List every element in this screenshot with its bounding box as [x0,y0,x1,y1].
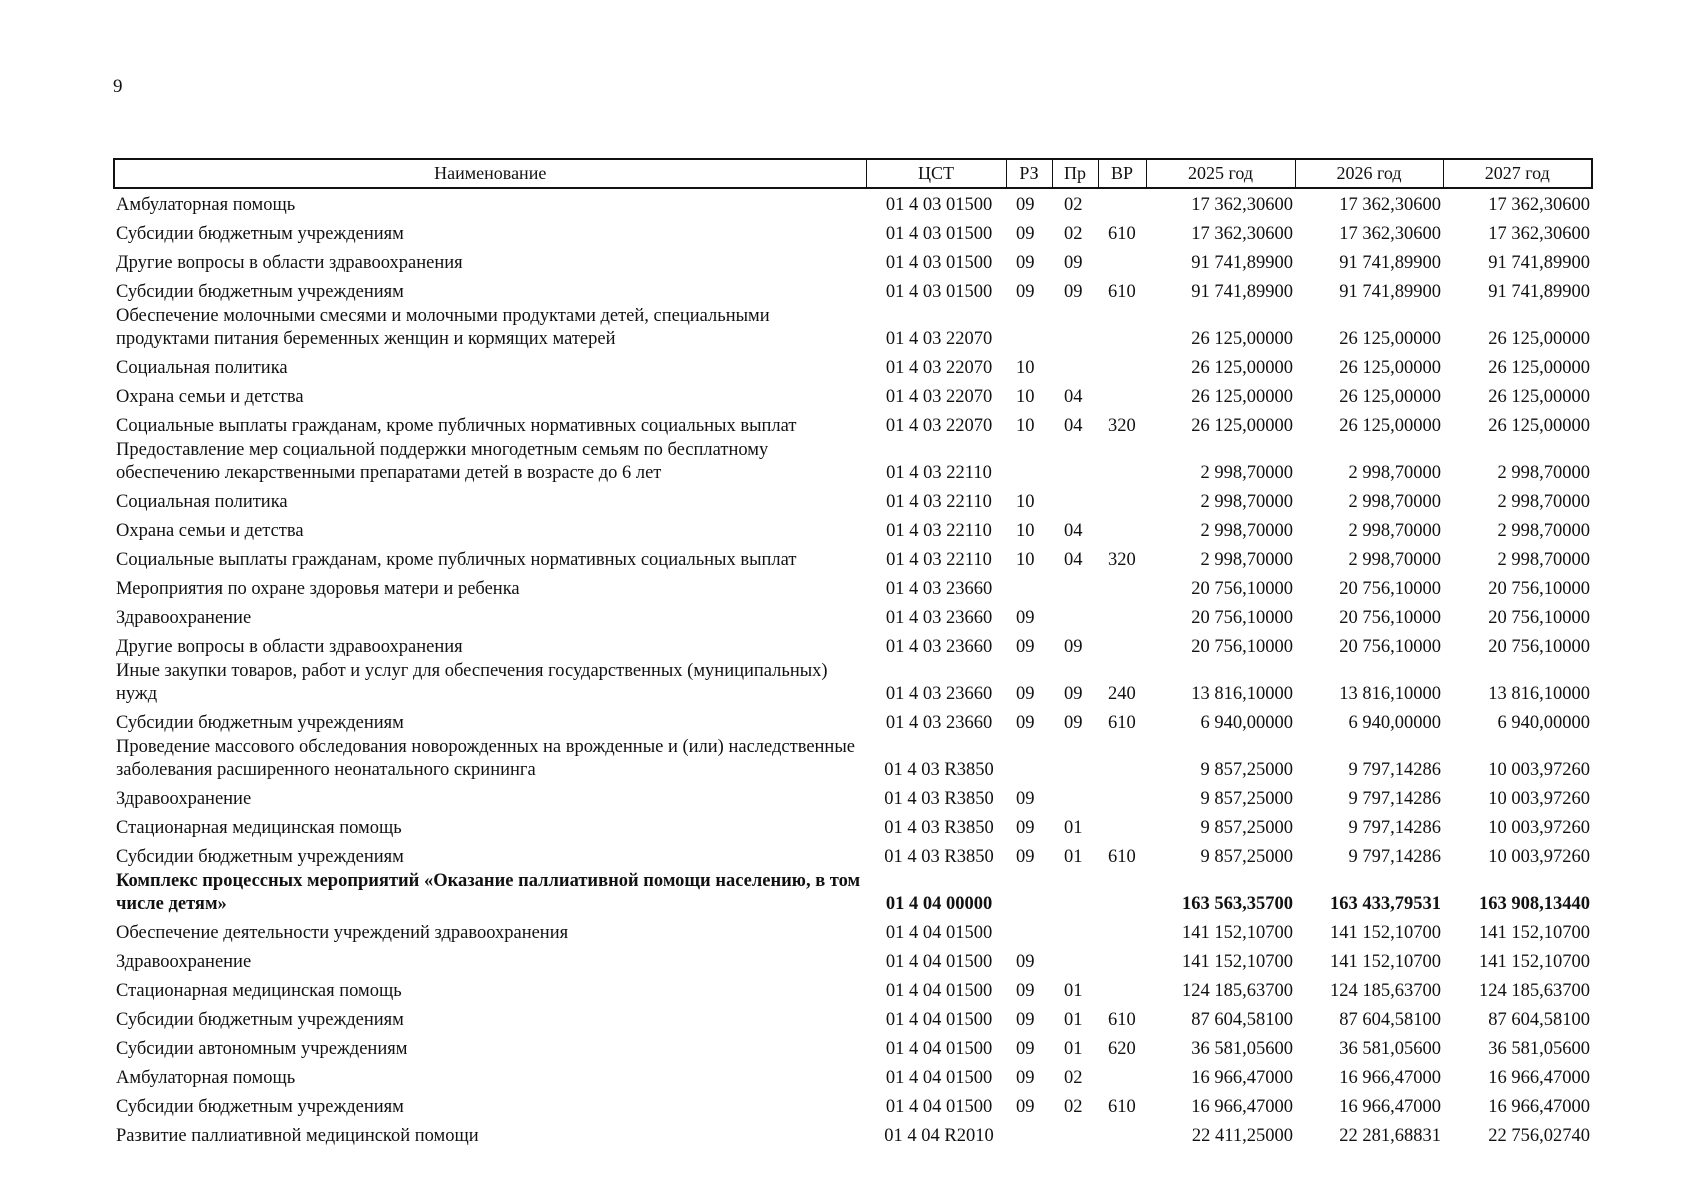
cell-rz: 09 [1016,224,1035,244]
cell-rz [1006,304,1052,351]
cell-2025: 20 756,10000 [1191,608,1293,628]
cell-cst: 01 4 03 01500 [885,253,993,273]
cell-name: Развитие паллиативной медицинской помощи [116,1126,479,1146]
cell-2027: 26 125,00000 [1488,387,1590,407]
cell-2025: 20 756,10000 [1191,637,1293,657]
cell-2025: 26 125,00000 [1191,329,1293,349]
cell-name: Здравоохранение [116,608,252,628]
table-row [114,1003,1592,1032]
cell-2027: 26 125,00000 [1488,358,1590,378]
cell-rz [1006,869,1052,916]
cell-cst: 01 4 03 23660 [885,713,993,733]
table-row [114,945,1592,974]
cell-rz: 09 [1016,1068,1035,1088]
cell-cst: 01 4 04 01500 [885,1039,993,1059]
header-vr: ВР [1098,159,1146,188]
cell-2025: 2 998,70000 [1200,521,1293,541]
cell-pr [1052,601,1098,630]
cell-rz: 10 [1016,492,1035,512]
cell-cst: 01 4 03 23660 [885,637,993,657]
header-rz: РЗ [1006,159,1052,188]
cell-2026: 20 756,10000 [1339,579,1441,599]
cell-rz: 09 [1016,195,1035,215]
cell-2026: 124 185,63700 [1330,981,1441,1001]
cell-2025: 2 998,70000 [1200,463,1293,483]
cell-cst: 01 4 03 R3850 [884,847,994,867]
cell-vr: 610 [1108,1097,1136,1117]
cell-vr [1098,974,1146,1003]
cell-2027: 16 966,47000 [1488,1068,1590,1088]
cell-pr: 01 [1064,981,1083,1001]
cell-2025: 141 152,10700 [1182,952,1293,972]
cell-2025: 26 125,00000 [1191,416,1293,436]
cell-pr: 01 [1064,818,1083,838]
cell-2027: 20 756,10000 [1488,579,1590,599]
cell-rz [1006,438,1052,485]
cell-2025: 17 362,30600 [1191,224,1293,244]
cell-2027: 10 003,97260 [1488,760,1590,780]
cell-name: Здравоохранение [116,952,252,972]
cell-2025: 124 185,63700 [1182,981,1293,1001]
cell-2027: 2 998,70000 [1497,463,1590,483]
cell-2027: 20 756,10000 [1488,637,1590,657]
cell-rz: 10 [1016,550,1035,570]
cell-2026: 26 125,00000 [1339,358,1441,378]
cell-name: Охрана семьи и детства [116,387,304,407]
table-row [114,601,1592,630]
cell-vr [1098,735,1146,782]
table-row [114,380,1592,409]
table-header [114,159,1592,188]
cell-vr [1098,304,1146,351]
cell-2026: 26 125,00000 [1339,416,1441,436]
cell-2025: 13 816,10000 [1191,684,1293,704]
cell-rz: 09 [1016,253,1035,273]
cell-pr [1052,945,1098,974]
cell-cst: 01 4 03 R3850 [884,818,994,838]
cell-2027: 2 998,70000 [1497,550,1590,570]
table-row [114,351,1592,380]
cell-cst: 01 4 03 22110 [886,521,992,541]
cell-2026: 9 797,14286 [1348,847,1441,867]
cell-2026: 2 998,70000 [1348,550,1441,570]
cell-name: Стационарная медицинская помощь [116,981,402,1001]
cell-2025: 17 362,30600 [1191,195,1293,215]
cell-vr: 610 [1108,282,1136,302]
cell-pr: 04 [1064,387,1083,407]
cell-pr: 09 [1064,713,1083,733]
cell-pr: 04 [1064,416,1083,436]
table-row [114,1090,1592,1119]
cell-pr [1052,782,1098,811]
cell-2026: 141 152,10700 [1330,923,1441,943]
cell-2027: 13 816,10000 [1488,684,1590,704]
table-row [114,916,1592,945]
cell-vr [1098,188,1146,217]
cell-2025: 9 857,25000 [1200,789,1293,809]
cell-vr: 240 [1108,684,1136,704]
table-row [114,543,1592,572]
cell-2027: 26 125,00000 [1488,416,1590,436]
cell-name: Субсидии бюджетным учреждениям [116,847,404,867]
cell-name: Проведение массового обследования новорожденных на врожденные и (или) наследственные заболевания расширенного неонатального скрининга [116,737,855,780]
cell-pr: 04 [1064,550,1083,570]
cell-2026: 20 756,10000 [1339,637,1441,657]
cell-name: Амбулаторная помощь [116,1068,296,1088]
cell-pr: 02 [1064,1097,1083,1117]
cell-rz: 09 [1016,1097,1035,1117]
cell-name: Субсидии бюджетным учреждениям [116,1097,404,1117]
cell-2025: 16 966,47000 [1191,1097,1293,1117]
cell-pr [1052,438,1098,485]
cell-name: Субсидии бюджетным учреждениям [116,1010,404,1030]
cell-2026: 163 433,79531 [1330,894,1441,914]
cell-2025: 91 741,89900 [1191,282,1293,302]
table-row [114,514,1592,543]
cell-name: Обеспечение молочными смесями и молочными продуктами детей, специальными продуктами питания беременных женщин и кормящих матерей [116,306,770,349]
table-row [114,869,1592,916]
cell-cst: 01 4 04 00000 [885,894,993,914]
cell-2027: 163 908,13440 [1479,894,1590,914]
cell-rz: 09 [1016,847,1035,867]
cell-pr [1052,735,1098,782]
cell-pr: 09 [1064,637,1083,657]
table-row [114,706,1592,735]
cell-name: Иные закупки товаров, работ и услуг для обеспечения государственных (муниципальных) нужд [116,661,828,704]
cell-cst: 01 4 03 22110 [886,492,992,512]
cell-vr: 320 [1108,416,1136,436]
cell-2027: 91 741,89900 [1488,253,1590,273]
cell-cst: 01 4 03 R3850 [884,789,994,809]
cell-2025: 2 998,70000 [1200,550,1293,570]
cell-name: Комплекс процессных мероприятий «Оказание паллиативной помощи населению, в том числе детям» [116,871,861,914]
cell-2027: 124 185,63700 [1479,981,1590,1001]
cell-2025: 22 411,25000 [1191,1126,1293,1146]
cell-name: Социальные выплаты гражданам, кроме публичных нормативных социальных выплат [116,550,797,570]
table-body [114,188,1592,1148]
cell-vr: 610 [1108,713,1136,733]
cell-2026: 2 998,70000 [1348,492,1441,512]
table-row [114,735,1592,782]
cell-cst: 01 4 04 01500 [885,1097,993,1117]
cell-2026: 13 816,10000 [1339,684,1441,704]
cell-2025: 9 857,25000 [1200,760,1293,780]
cell-rz: 09 [1016,1010,1035,1030]
table-row [114,974,1592,1003]
cell-vr [1098,1061,1146,1090]
cell-2026: 17 362,30600 [1339,224,1441,244]
cell-cst: 01 4 04 01500 [885,1068,993,1088]
cell-2026: 9 797,14286 [1348,789,1441,809]
cell-rz: 09 [1016,282,1035,302]
cell-rz: 10 [1016,416,1035,436]
cell-name: Субсидии бюджетным учреждениям [116,713,404,733]
cell-name: Амбулаторная помощь [116,195,296,215]
cell-2027: 26 125,00000 [1488,329,1590,349]
cell-cst: 01 4 04 01500 [885,923,993,943]
cell-vr [1098,782,1146,811]
cell-cst: 01 4 03 22070 [885,358,993,378]
cell-2027: 16 966,47000 [1488,1097,1590,1117]
table-row [114,438,1592,485]
cell-2025: 9 857,25000 [1200,818,1293,838]
cell-pr: 02 [1064,1068,1083,1088]
cell-cst: 01 4 03 22110 [886,550,992,570]
cell-2025: 163 563,35700 [1182,894,1293,914]
cell-pr: 09 [1064,282,1083,302]
cell-cst: 01 4 03 01500 [885,224,993,244]
cell-2027: 2 998,70000 [1497,521,1590,541]
cell-cst: 01 4 03 23660 [885,684,993,704]
header-name: Наименование [114,159,866,188]
cell-name: Мероприятия по охране здоровья матери и ребенка [116,579,520,599]
table-row [114,811,1592,840]
table-row [114,1119,1592,1148]
cell-2026: 16 966,47000 [1339,1068,1441,1088]
cell-2025: 6 940,00000 [1200,713,1293,733]
cell-rz [1006,735,1052,782]
cell-vr [1098,945,1146,974]
cell-2025: 141 152,10700 [1182,923,1293,943]
table-row [114,659,1592,706]
table-row [114,409,1592,438]
cell-2026: 9 797,14286 [1348,760,1441,780]
cell-2025: 2 998,70000 [1200,492,1293,512]
cell-2026: 91 741,89900 [1339,253,1441,273]
cell-vr [1098,438,1146,485]
cell-cst: 01 4 04 01500 [885,1010,993,1030]
cell-2026: 9 797,14286 [1348,818,1441,838]
cell-vr [1098,514,1146,543]
cell-pr [1052,916,1098,945]
cell-vr: 610 [1108,1010,1136,1030]
cell-name: Предоставление мер социальной поддержки многодетным семьям по бесплатному обеспечению лекарственными препаратами детей в возрасте до 6 лет [116,440,769,483]
cell-cst: 01 4 03 22070 [885,387,993,407]
cell-cst: 01 4 04 R2010 [884,1126,994,1146]
cell-pr: 04 [1064,521,1083,541]
cell-rz: 09 [1016,789,1035,809]
table-row [114,188,1592,217]
cell-vr [1098,246,1146,275]
header-2025: 2025 год [1146,159,1295,188]
table-row [114,275,1592,304]
cell-cst: 01 4 03 22070 [885,416,993,436]
cell-pr: 01 [1064,1039,1083,1059]
cell-pr [1052,304,1098,351]
cell-cst: 01 4 03 01500 [885,282,993,302]
table-row [114,630,1592,659]
header-2027: 2027 год [1443,159,1592,188]
cell-vr [1098,485,1146,514]
cell-name: Стационарная медицинская помощь [116,818,402,838]
cell-cst: 01 4 03 22110 [886,463,992,483]
cell-vr [1098,351,1146,380]
cell-2027: 10 003,97260 [1488,847,1590,867]
cell-rz [1006,1119,1052,1148]
cell-vr [1098,630,1146,659]
cell-name: Социальная политика [116,358,288,378]
cell-2027: 91 741,89900 [1488,282,1590,302]
cell-name: Здравоохранение [116,789,252,809]
cell-pr: 01 [1064,1010,1083,1030]
cell-2026: 87 604,58100 [1339,1010,1441,1030]
cell-cst: 01 4 04 01500 [885,952,993,972]
cell-rz: 09 [1016,1039,1035,1059]
budget-table [113,158,1593,1148]
cell-cst: 01 4 03 R3850 [884,760,994,780]
cell-2027: 6 940,00000 [1497,713,1590,733]
cell-2025: 9 857,25000 [1200,847,1293,867]
cell-2025: 91 741,89900 [1191,253,1293,273]
cell-pr [1052,1119,1098,1148]
cell-2026: 36 581,05600 [1339,1039,1441,1059]
table-row [114,217,1592,246]
cell-pr: 09 [1064,253,1083,273]
page-number: 9 [113,76,123,97]
cell-2027: 141 152,10700 [1479,952,1590,972]
cell-2025: 16 966,47000 [1191,1068,1293,1088]
cell-2026: 2 998,70000 [1348,463,1441,483]
cell-vr [1098,601,1146,630]
cell-cst: 01 4 04 01500 [885,981,993,1001]
cell-rz [1006,572,1052,601]
table-row [114,840,1592,869]
header-2026: 2026 год [1295,159,1443,188]
cell-2027: 22 756,02740 [1488,1126,1590,1146]
cell-2027: 20 756,10000 [1488,608,1590,628]
cell-cst: 01 4 03 23660 [885,608,993,628]
cell-2026: 22 281,68831 [1339,1126,1441,1146]
cell-vr: 610 [1108,847,1136,867]
cell-2025: 36 581,05600 [1191,1039,1293,1059]
cell-name: Социальная политика [116,492,288,512]
cell-rz: 09 [1016,713,1035,733]
table-row [114,485,1592,514]
cell-rz: 09 [1016,637,1035,657]
cell-pr [1052,869,1098,916]
cell-vr: 620 [1108,1039,1136,1059]
cell-rz: 10 [1016,358,1035,378]
cell-rz: 09 [1016,608,1035,628]
cell-vr: 610 [1108,224,1136,244]
cell-2025: 20 756,10000 [1191,579,1293,599]
cell-vr [1098,1119,1146,1148]
cell-pr: 02 [1064,195,1083,215]
cell-2026: 16 966,47000 [1339,1097,1441,1117]
cell-rz: 10 [1016,521,1035,541]
cell-2027: 36 581,05600 [1488,1039,1590,1059]
cell-2026: 91 741,89900 [1339,282,1441,302]
cell-2026: 17 362,30600 [1339,195,1441,215]
table-row [114,782,1592,811]
cell-name: Субсидии бюджетным учреждениям [116,224,404,244]
cell-name: Другие вопросы в области здравоохранения [116,253,463,273]
cell-vr: 320 [1108,550,1136,570]
cell-rz: 09 [1016,981,1035,1001]
cell-pr: 02 [1064,224,1083,244]
header-cst: ЦСТ [866,159,1006,188]
cell-2027: 2 998,70000 [1497,492,1590,512]
cell-2026: 141 152,10700 [1330,952,1441,972]
cell-2026: 20 756,10000 [1339,608,1441,628]
table-row [114,1032,1592,1061]
cell-2026: 6 940,00000 [1348,713,1441,733]
cell-2027: 17 362,30600 [1488,224,1590,244]
cell-2027: 141 152,10700 [1479,923,1590,943]
cell-2026: 26 125,00000 [1339,387,1441,407]
cell-pr [1052,572,1098,601]
cell-2025: 87 604,58100 [1191,1010,1293,1030]
cell-name: Обеспечение деятельности учреждений здравоохранения [116,923,569,943]
cell-2027: 87 604,58100 [1488,1010,1590,1030]
cell-rz: 09 [1016,818,1035,838]
cell-name: Другие вопросы в области здравоохранения [116,637,463,657]
cell-2025: 26 125,00000 [1191,358,1293,378]
cell-vr [1098,811,1146,840]
cell-2027: 10 003,97260 [1488,818,1590,838]
cell-2027: 10 003,97260 [1488,789,1590,809]
header-pr: Пр [1052,159,1098,188]
cell-pr: 01 [1064,847,1083,867]
cell-cst: 01 4 03 22070 [885,329,993,349]
table-row [114,304,1592,351]
cell-vr [1098,869,1146,916]
cell-2026: 26 125,00000 [1339,329,1441,349]
cell-rz: 10 [1016,387,1035,407]
cell-rz [1006,916,1052,945]
cell-2027: 17 362,30600 [1488,195,1590,215]
cell-cst: 01 4 03 01500 [885,195,993,215]
cell-name: Социальные выплаты гражданам, кроме публичных нормативных социальных выплат [116,416,797,436]
cell-pr: 09 [1064,684,1083,704]
cell-name: Субсидии автономным учреждениям [116,1039,408,1059]
cell-rz: 09 [1016,684,1035,704]
cell-rz: 09 [1016,952,1035,972]
cell-2025: 26 125,00000 [1191,387,1293,407]
table-row [114,1061,1592,1090]
cell-cst: 01 4 03 23660 [885,579,993,599]
cell-vr [1098,380,1146,409]
cell-vr [1098,572,1146,601]
table-row [114,572,1592,601]
cell-2026: 2 998,70000 [1348,521,1441,541]
table-row [114,246,1592,275]
cell-name: Охрана семьи и детства [116,521,304,541]
cell-name: Субсидии бюджетным учреждениям [116,282,404,302]
cell-vr [1098,916,1146,945]
cell-pr [1052,351,1098,380]
cell-pr [1052,485,1098,514]
